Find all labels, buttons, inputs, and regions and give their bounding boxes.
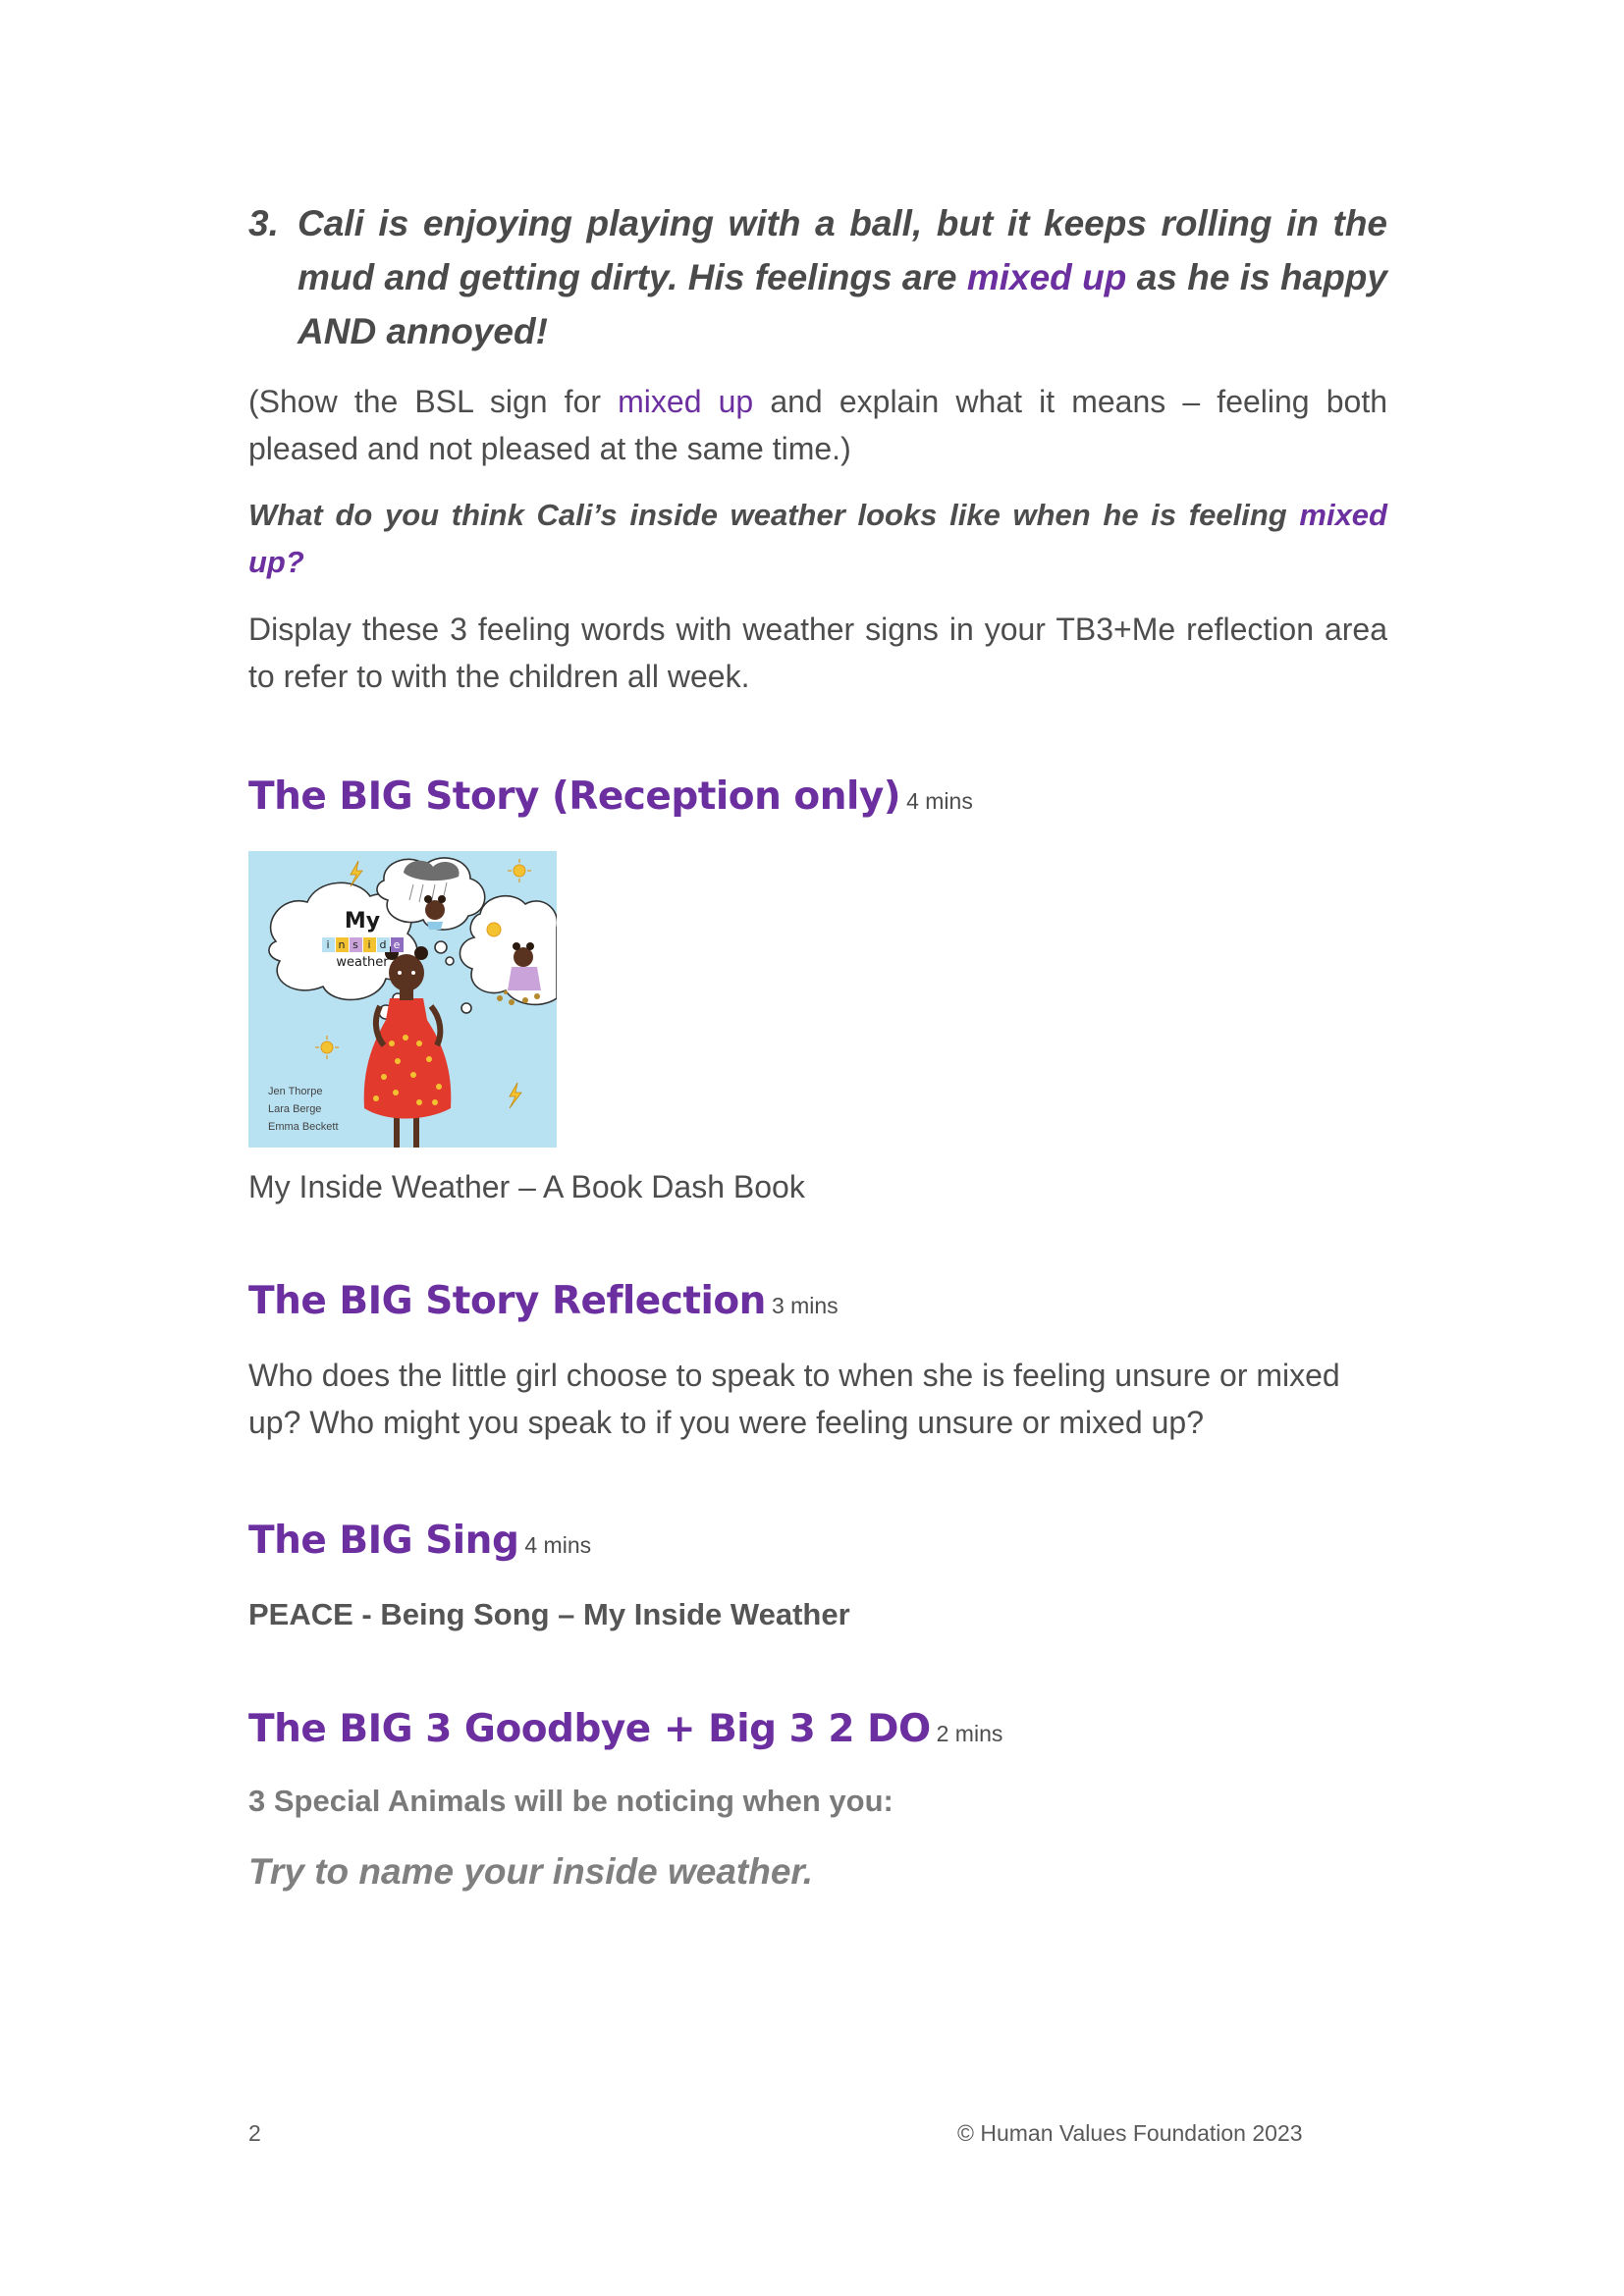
big-goodbye-mins: 2 mins <box>936 1721 1003 1746</box>
book-cover-image <box>248 851 557 1148</box>
question-number: 3. <box>248 203 279 243</box>
cover-letter-i2: i <box>363 937 376 952</box>
weather-question-highlight: mixed up? <box>248 498 1387 579</box>
book-caption: My Inside Weather – A Book Dash Book <box>248 1169 805 1204</box>
cover-letter-d: d <box>377 937 390 952</box>
cover-title-inside <box>313 937 411 952</box>
weather-question <box>248 492 1387 586</box>
bsl-highlight: mixed up <box>618 384 754 419</box>
cover-author-2: Lara Berge <box>268 1103 322 1115</box>
big-goodbye-heading <box>248 1705 1387 1758</box>
copyright: © Human Values Foundation 2023 <box>957 2120 1303 2146</box>
big-story-reflection-title: The BIG Story Reflection <box>248 1279 766 1323</box>
cover-title <box>313 910 411 970</box>
cover-title-my: My <box>344 909 381 934</box>
cover-letter-n: n <box>336 937 349 952</box>
bsl-note <box>248 378 1387 472</box>
big-story-reflection-heading <box>248 1277 1387 1330</box>
question-text-start: Cali is enjoying playing with a ball, but it keeps rolling in the mud and getting dirty. His feelings are <box>298 203 1387 297</box>
mixed-up-highlight: mixed up <box>966 257 1127 297</box>
page-number: 2 <box>248 2120 261 2146</box>
cover-title-weather: weather <box>336 955 389 970</box>
cover-author-1: Jen Thorpe <box>268 1086 323 1097</box>
big-story-reflection-mins: 3 mins <box>771 1293 839 1318</box>
cover-author-3: Emma Beckett <box>268 1121 339 1133</box>
big-sing-mins: 4 mins <box>524 1532 592 1558</box>
weather-question-start: What do you think Cali’s inside weather looks like when he is feeling <box>248 498 1300 532</box>
song-title: PEACE - Being Song – My Inside Weather <box>248 1597 850 1631</box>
question-text-end: as he is happy AND annoyed! <box>298 257 1387 351</box>
special-animals-text: 3 Special Animals will be noticing when you: <box>248 1784 893 1818</box>
question-text <box>298 196 1387 358</box>
bsl-note-start: (Show the BSL sign for <box>248 384 619 419</box>
bsl-note-end: and explain what it means – feeling both pleased and not pleased at the same time.) <box>248 384 1388 466</box>
display-note: Display these 3 feeling words with weather signs in your TB3+Me reflection area to refer to with the children all week. <box>248 612 1387 694</box>
cover-letter-i: i <box>322 937 335 952</box>
big-3-2-do-action: Try to name your inside weather. <box>248 1851 814 1892</box>
cover-letter-e: e <box>391 937 404 952</box>
cover-letter-s: s <box>350 937 362 952</box>
big-sing-title: The BIG Sing <box>248 1519 519 1563</box>
big-goodbye-title: The BIG 3 Goodbye + Big 3 2 DO <box>248 1707 931 1751</box>
page-content <box>248 196 1387 1898</box>
big-story-heading <box>248 773 1387 826</box>
big-story-mins: 4 mins <box>906 788 973 814</box>
big-story-title: The BIG Story (Reception only) <box>248 774 901 819</box>
big-sing-heading <box>248 1517 1387 1570</box>
question-3 <box>248 196 1387 358</box>
reflection-text: Who does the little girl choose to speak to when she is feeling unsure or mixed up? Who might you speak to if you were feeling unsure or mixed up? <box>248 1358 1340 1440</box>
cover-authors <box>268 1083 339 1136</box>
